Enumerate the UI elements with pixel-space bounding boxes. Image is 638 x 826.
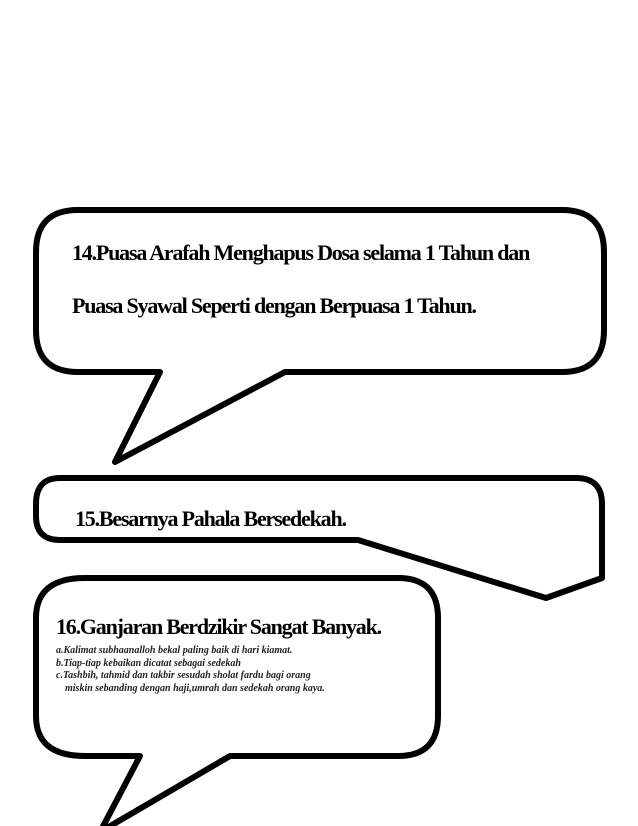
bubble-15-title: 15.Besarnya Pahala Bersedekah.: [75, 506, 346, 531]
list-item: miskin sebanding dengan haji,umrah dan sedekah orang kaya.: [65, 682, 325, 694]
bubble-16-title: 16.Ganjaran Berdzikir Sangat Banyak.: [56, 614, 381, 639]
list-item: a.Kalimat subhaanalloh bekal paling baik di hari kiamat.: [56, 645, 293, 656]
bubble-14-title-line-1: 14.Puasa Arafah Menghapus Dosa selama 1 Tahun dan: [72, 240, 530, 265]
bubble-16-dzikir-list: [56, 645, 408, 695]
list-item: c.Tashbih, tahmid dan takbir sesudah sholat fardu bagi orang: [56, 670, 311, 681]
list-item: b.Tiap-tiap kebaikan dicatat sebagai sedekah: [56, 657, 241, 669]
bubble-14-title-line-2: Puasa Syawal Seperti dengan Berpuasa 1 Tahun.: [72, 293, 476, 318]
